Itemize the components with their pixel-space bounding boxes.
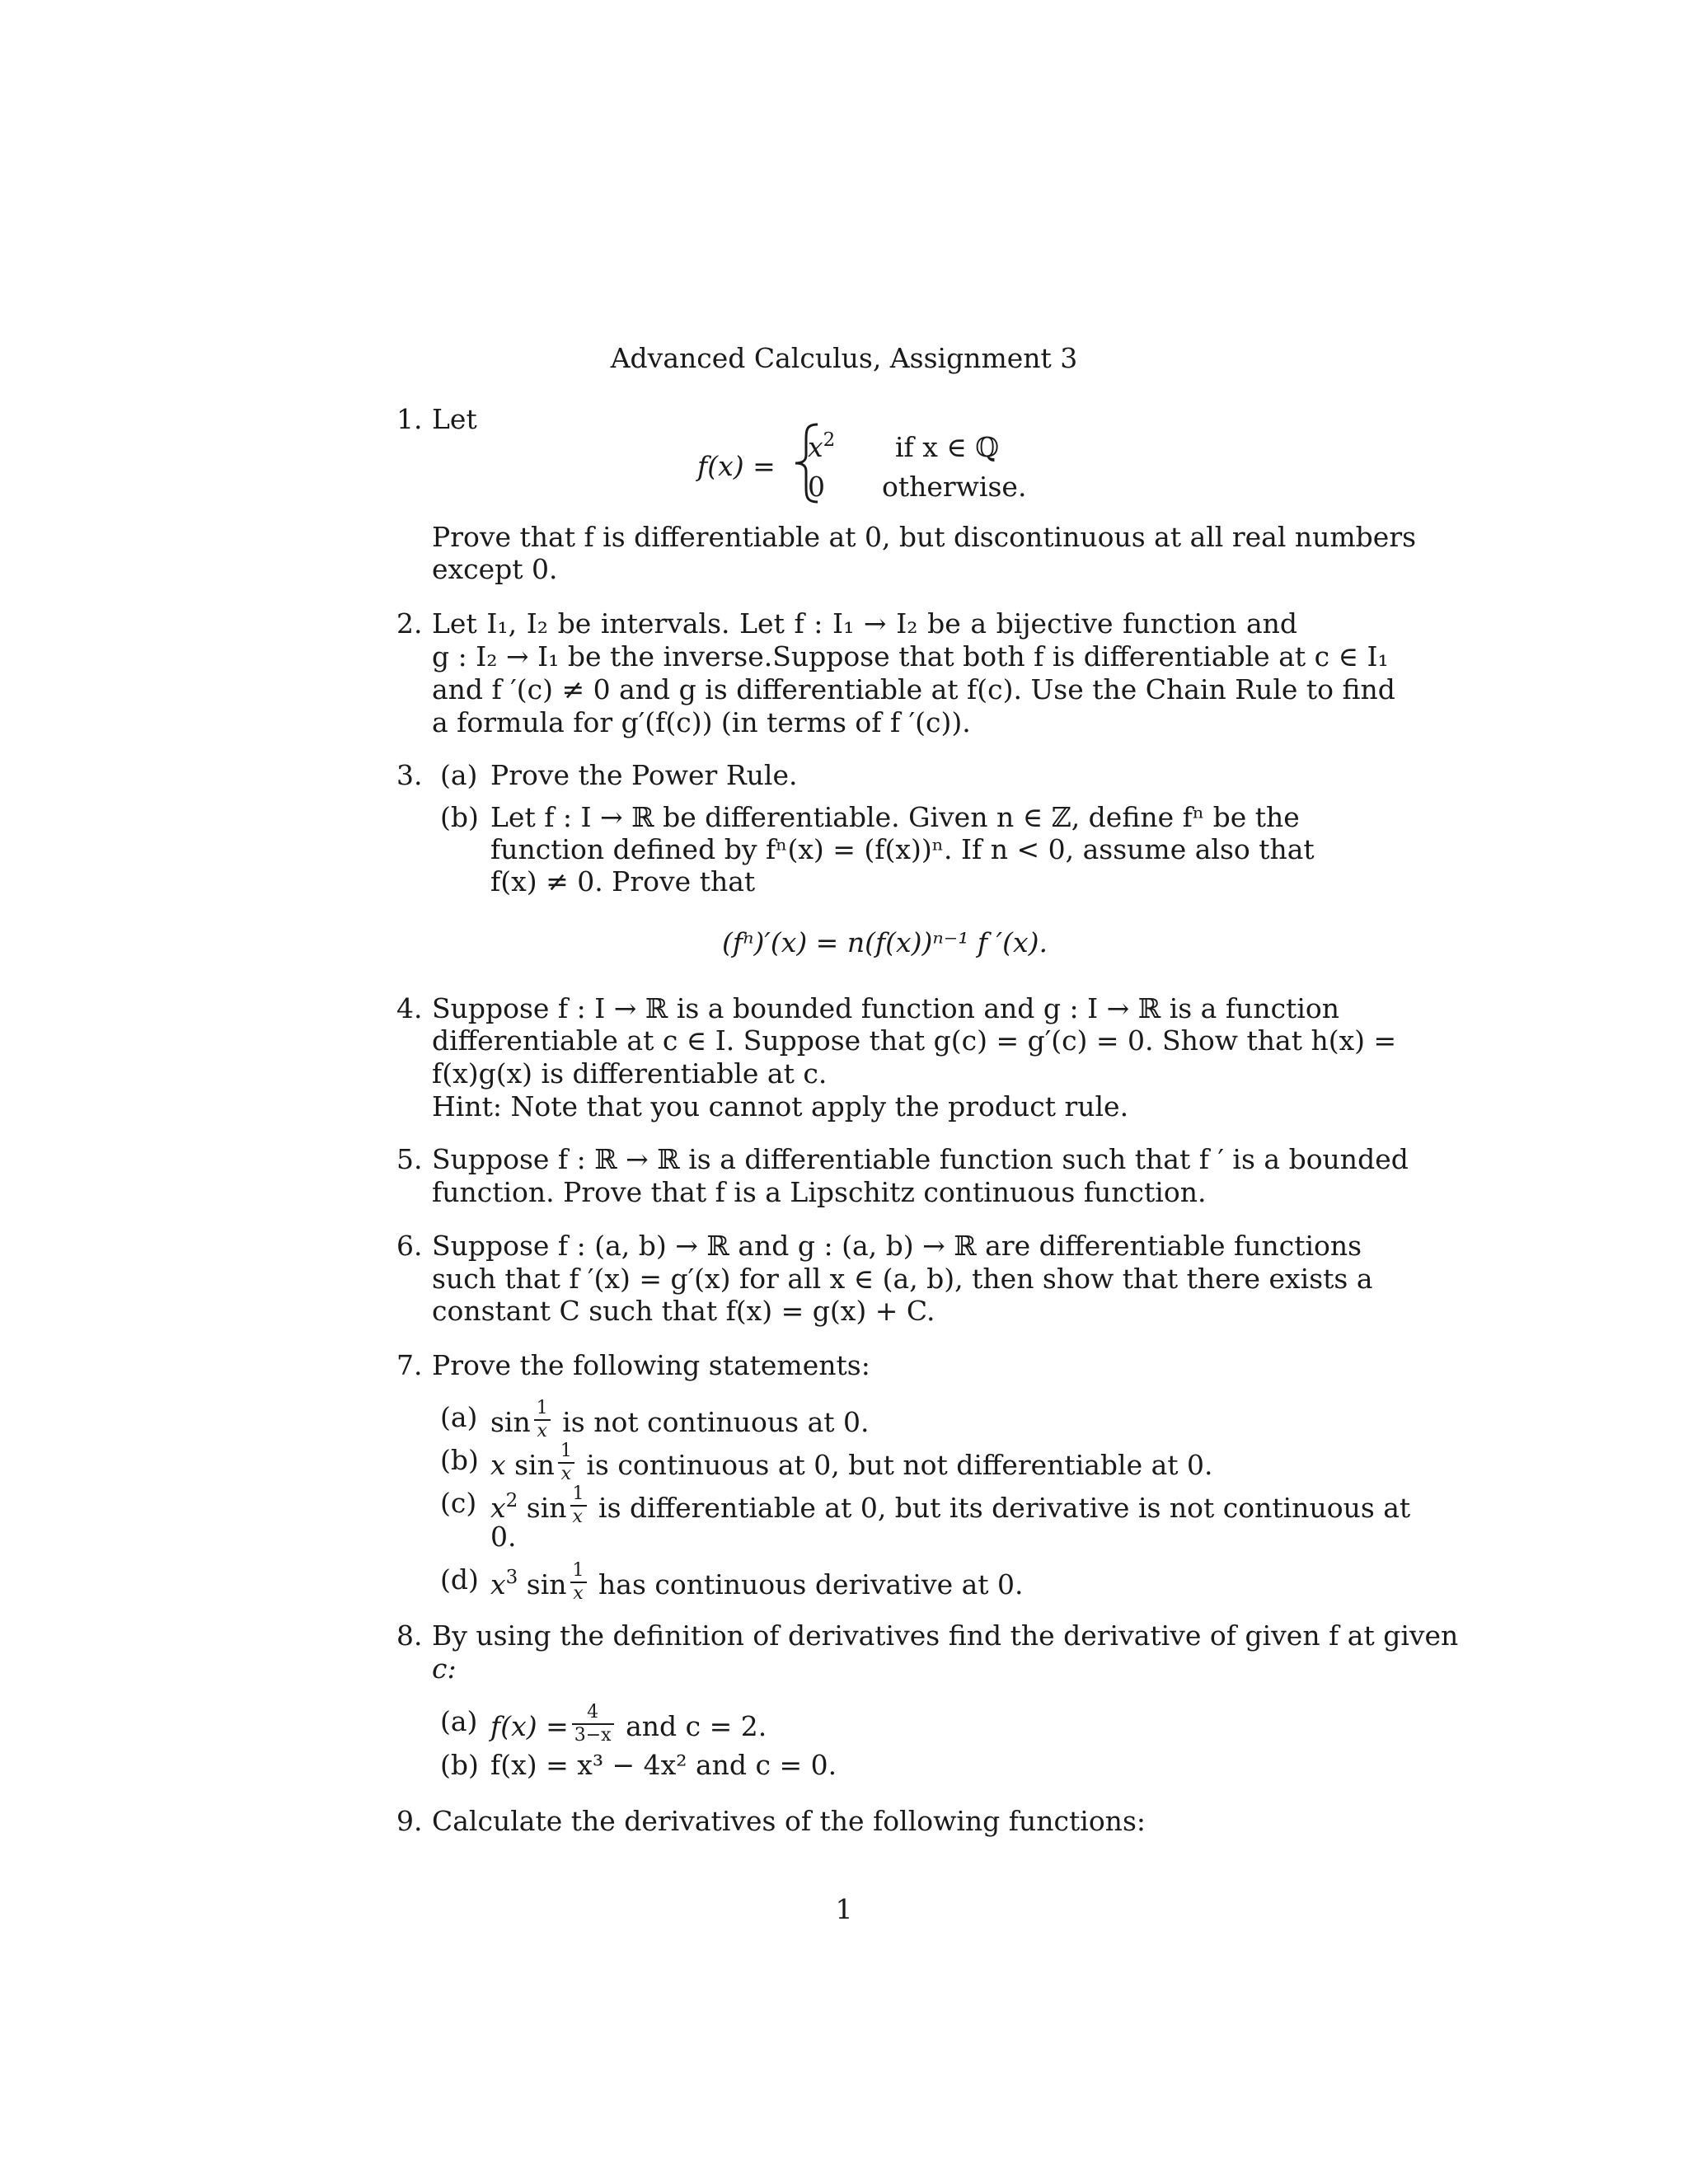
problem-7b-text: x sin $\frac{1}{x}$ is continuous at 0, but not differentiable at 0.: [490, 1441, 1213, 1484]
problem-3a-label: (a): [440, 759, 478, 791]
problem-6-number: 6.: [396, 1230, 423, 1262]
problem-7b-label: (b): [440, 1444, 479, 1476]
power-rule-formula: (fⁿ)′(x) = n(f(x))ⁿ⁻¹ f ′(x).: [722, 926, 1048, 958]
piecewise-case-2-value: 0: [808, 471, 825, 503]
problem-2-line-2: g : I₂ → I₁ be the inverse.Suppose that both f is differentiable at c ∈ I₁: [432, 640, 1389, 673]
problem-1-number: 1.: [396, 403, 423, 435]
one-over-x-fraction: $\frac{1}{x}$: [570, 1485, 587, 1526]
problem-1-text-line-1: Prove that f is differentiable at 0, but discontinuous at all real numbers: [432, 521, 1417, 553]
problem-6-line-2: such that f ′(x) = g′(x) for all x ∈ (a, b), then show that there exists a: [432, 1263, 1373, 1295]
problem-3b-label: (b): [440, 801, 479, 833]
problem-8-line-2: c:: [432, 1652, 457, 1685]
problem-6-line-1: Suppose f : (a, b) → ℝ and g : (a, b) → ℝ are differentiable functions: [432, 1230, 1362, 1262]
problem-2-line-4: a formula for g′(f(c)) (in terms of f ′(c)).: [432, 706, 971, 738]
problem-9-intro: Calculate the derivatives of the following functions:: [432, 1805, 1146, 1837]
problem-7-intro: Prove the following statements:: [432, 1349, 870, 1381]
problem-8b-text: f(x) = x³ − 4x² and c = 0.: [490, 1749, 837, 1781]
problem-4-line-3: f(x)g(x) is differentiable at c.: [432, 1057, 828, 1090]
problem-8-number: 8.: [396, 1619, 423, 1652]
problem-4-number: 4.: [396, 992, 423, 1024]
problem-7c-text: $x^2$ sin $\frac{1}{x}$ is differentiable at 0, but its derivative is not continuous at: [490, 1483, 1411, 1527]
page-title: Advanced Calculus, Assignment 3: [610, 342, 1078, 374]
problem-7d-text: $x^3$ sin $\frac{1}{x}$ has continuous derivative at 0.: [490, 1560, 1024, 1604]
page-number: 1: [835, 1893, 853, 1925]
problem-4-line-1: Suppose f : I → ℝ is a bounded function and g : I → ℝ is a function: [432, 992, 1339, 1024]
problem-8a-label: (a): [440, 1705, 478, 1737]
problem-7c-label: (c): [440, 1487, 477, 1519]
problem-6-line-3: constant C such that f(x) = g(x) + C.: [432, 1295, 935, 1327]
problem-3a-text: Prove the Power Rule.: [490, 759, 798, 791]
piecewise-case-1-value: $x^2$: [808, 429, 836, 463]
problem-9-number: 9.: [396, 1805, 423, 1837]
problem-3-number: 3.: [396, 759, 423, 791]
problem-8b-label: (b): [440, 1749, 479, 1781]
problem-8-line-1: By using the definition of derivatives find the derivative of given f at given: [432, 1619, 1459, 1652]
problem-7-number: 7.: [396, 1349, 423, 1381]
one-over-x-fraction: $\frac{1}{x}$: [558, 1442, 574, 1483]
one-over-x-fraction: $\frac{1}{x}$: [534, 1399, 551, 1441]
problem-1-intro: Let: [432, 403, 477, 435]
problem-2-number: 2.: [396, 607, 423, 640]
piecewise-case-1-condition: if x ∈ ℚ: [895, 431, 1000, 463]
four-over-three-minus-x-fraction: $\frac{4}{3-x}$: [572, 1704, 614, 1745]
problem-7d-label: (d): [440, 1563, 479, 1596]
problem-5-line-2: function. Prove that f is a Lipschitz continuous function.: [432, 1176, 1207, 1208]
problem-3b-line-1: Let f : I → ℝ be differentiable. Given n ∈ ℤ, define fⁿ be the: [490, 801, 1300, 833]
problem-5-number: 5.: [396, 1143, 423, 1175]
problem-8a-text: f(x) = $\frac{4}{3-x}$ and c = 2.: [490, 1702, 767, 1746]
problem-7a-text: sin $\frac{1}{x}$ is not continuous at 0.: [490, 1398, 870, 1441]
problem-3b-line-2: function defined by fⁿ(x) = (f(x))ⁿ. If n < 0, assume also that: [490, 833, 1315, 865]
problem-2-line-3: and f ′(c) ≠ 0 and g is differentiable at f(c). Use the Chain Rule to find: [432, 673, 1395, 705]
piecewise-lhs: f(x) =: [697, 450, 776, 482]
piecewise-case-2-condition: otherwise.: [882, 471, 1027, 503]
one-over-x-fraction: $\frac{1}{x}$: [570, 1562, 587, 1603]
problem-7a-label: (a): [440, 1401, 478, 1433]
problem-5-line-1: Suppose f : ℝ → ℝ is a differentiable function such that f ′ is a bounded: [432, 1143, 1409, 1175]
problem-2-line-1: Let I₁, I₂ be intervals. Let f : I₁ → I₂ be a bijective function and: [432, 607, 1297, 640]
problem-7c-text-line-2: 0.: [490, 1521, 517, 1553]
problem-4-line-2: differentiable at c ∈ I. Suppose that g(c) = g′(c) = 0. Show that h(x) =: [432, 1024, 1397, 1057]
problem-1-text-line-2: except 0.: [432, 553, 558, 585]
problem-3b-line-3: f(x) ≠ 0. Prove that: [490, 865, 756, 898]
problem-4-hint: Hint: Note that you cannot apply the product rule.: [432, 1090, 1129, 1122]
